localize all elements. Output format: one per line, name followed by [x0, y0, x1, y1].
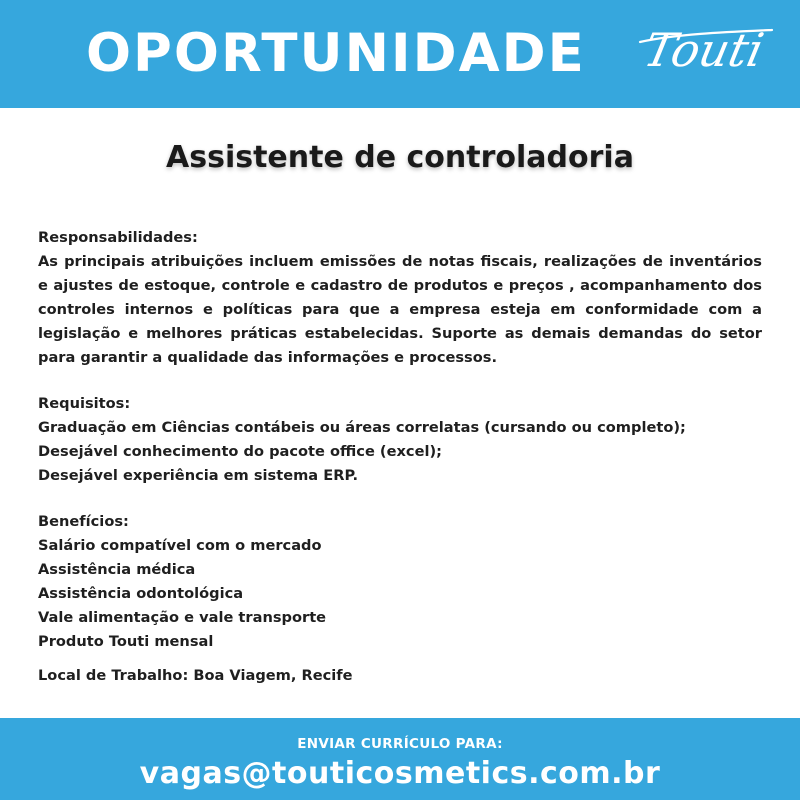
benefit-item: Assistência médica — [38, 561, 196, 578]
requirement-item: Desejável conhecimento do pacote office (excel); — [38, 443, 442, 460]
benefit-item: Assistência odontológica — [38, 585, 244, 602]
benefits-label: Benefícios: — [38, 513, 129, 530]
apply-label: ENVIAR CURRÍCULO PARA: — [297, 736, 503, 752]
job-title: Assistente de controladoria — [166, 140, 634, 175]
benefit-item: Produto Touti mensal — [38, 633, 214, 650]
brand-logo: Touti — [639, 23, 769, 77]
job-description — [38, 226, 762, 688]
responsibilities-text: As principais atribuições incluem emissões de notas fiscais, realizações de inventários e ajustes de estoque, controle e cadastro de produtos e preços , acompanhamento dos controles internos e políticas para que a empresa esteja em conformidade com a legislação e melhores práticas estabelecidas. Suporte as demais demandas do setor para garantir a qualidade das informações e processos. — [38, 253, 762, 366]
benefit-item: Salário compatível com o mercado — [38, 537, 322, 554]
responsibilities-label: Responsabilidades: — [38, 229, 198, 246]
benefit-item: Vale alimentação e vale transporte — [38, 609, 327, 626]
requirement-item: Desejável experiência em sistema ERP. — [38, 467, 358, 484]
work-location: Local de Trabalho: Boa Viagem, Recife — [38, 667, 353, 684]
requirement-item: Graduação em Ciências contábeis ou áreas correlatas (cursando ou completo); — [38, 419, 686, 436]
banner-title: OPORTUNIDADE — [86, 23, 586, 84]
requirements-label: Requisitos: — [38, 395, 131, 412]
apply-email-link[interactable]: vagas@touticosmetics.com.br — [139, 756, 661, 791]
